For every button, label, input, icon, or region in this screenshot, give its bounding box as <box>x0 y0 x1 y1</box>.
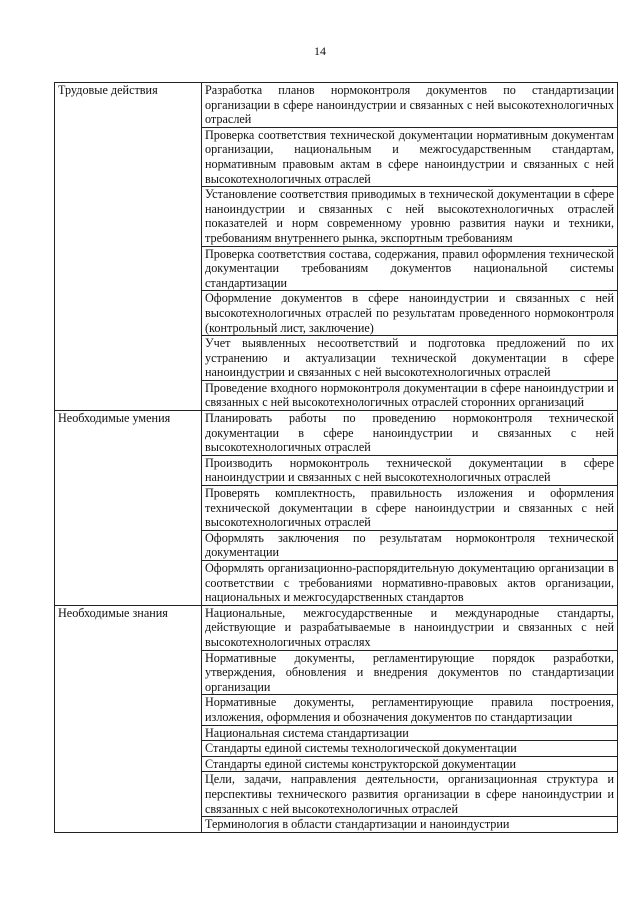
page-number: 14 <box>314 44 326 58</box>
section-item: Стандарты единой системы технологической документации <box>202 741 618 757</box>
table-row <box>55 83 618 128</box>
section-item: Нормативные документы, регламентирующие правила построения, изложения, оформления и обозначения документов по стандартизации <box>202 695 618 725</box>
section-label: Необходимые знания <box>55 605 202 832</box>
table-row <box>55 411 618 456</box>
section-item: Нормативные документы, регламентирующие порядок разработки, утверждения, обновления и внедрения документов по стандартизации организации <box>202 650 618 695</box>
section-item: Разработка планов нормоконтроля документов по стандартизации организации в сфере наноиндустрии и связанных с ней высокотехнологичных отраслей <box>202 83 618 128</box>
section-item: Национальная система стандартизации <box>202 725 618 741</box>
section-item: Проведение входного нормоконтроля документации в сфере наноиндустрии и связанных с ней высокотехнологичных отраслей сторонних организаций <box>202 380 618 410</box>
section-item: Цели, задачи, направления деятельности, организационная структура и перспективы технического развития организации в сфере наноиндустрии и связанных с ней высокотехнологичных отраслей <box>202 772 618 817</box>
section-item: Национальные, межгосударственные и международные стандарты, действующие и разрабатываемые в наноиндустрии и связанных с ней высокотехнологичных отраслях <box>202 605 618 650</box>
competency-table-body <box>55 83 618 833</box>
section-item: Проверка соответствия состава, содержания, правил оформления технической документации требованиям документов национальной системы стандартизации <box>202 246 618 291</box>
table-row <box>55 605 618 650</box>
section-item: Оформлять организационно-распорядительную документацию организации в соответствии с требованиями нормативно-правовых актов организации, национальных и межгосударственных стандартов <box>202 561 618 606</box>
section-item: Установление соответствия приводимых в технической документации в сфере наноиндустрии и связанных с ней высокотехнологичных отраслей показателей и норм современному уровню развития науки и техники, требованиям внутреннего рынка, экспортным требованиям <box>202 187 618 246</box>
section-item: Оформлять заключения по результатам нормоконтроля технической документации <box>202 530 618 560</box>
section-item: Планировать работы по проведению нормоконтроля технической документации в сфере наноиндустрии и связанных с ней высокотехнологичных отраслей <box>202 411 618 456</box>
section-item: Оформление документов в сфере наноиндустрии и связанных с ней высокотехнологичных отраслей по результатам проведенного нормоконтроля (контрольный лист, заключение) <box>202 291 618 336</box>
section-item: Стандарты единой системы конструкторской документации <box>202 756 618 772</box>
section-label: Необходимые умения <box>55 411 202 606</box>
competency-table <box>54 82 618 833</box>
section-item: Учет выявленных несоответствий и подготовка предложений по их устранению и актуализации технической документации в сфере наноиндустрии и связанных с ней высокотехнологичных отраслей <box>202 336 618 381</box>
section-item: Терминология в области стандартизации и наноиндустрии <box>202 817 618 833</box>
section-item: Проверка соответствия технической документации нормативным документам организации, национальным и межгосударственным стандартам, нормативным правовым актам в сфере наноиндустрии и связанных с ней высокотехнологичных отраслей <box>202 127 618 186</box>
section-item: Проверять комплектность, правильность изложения и оформления технической документации в сфере наноиндустрии и связанных с ней высокотехнологичных отраслей <box>202 486 618 531</box>
section-item: Производить нормоконтроль технической документации в сфере наноиндустрии и связанных с ней высокотехнологичных отраслей <box>202 455 618 485</box>
section-label: Трудовые действия <box>55 83 202 411</box>
